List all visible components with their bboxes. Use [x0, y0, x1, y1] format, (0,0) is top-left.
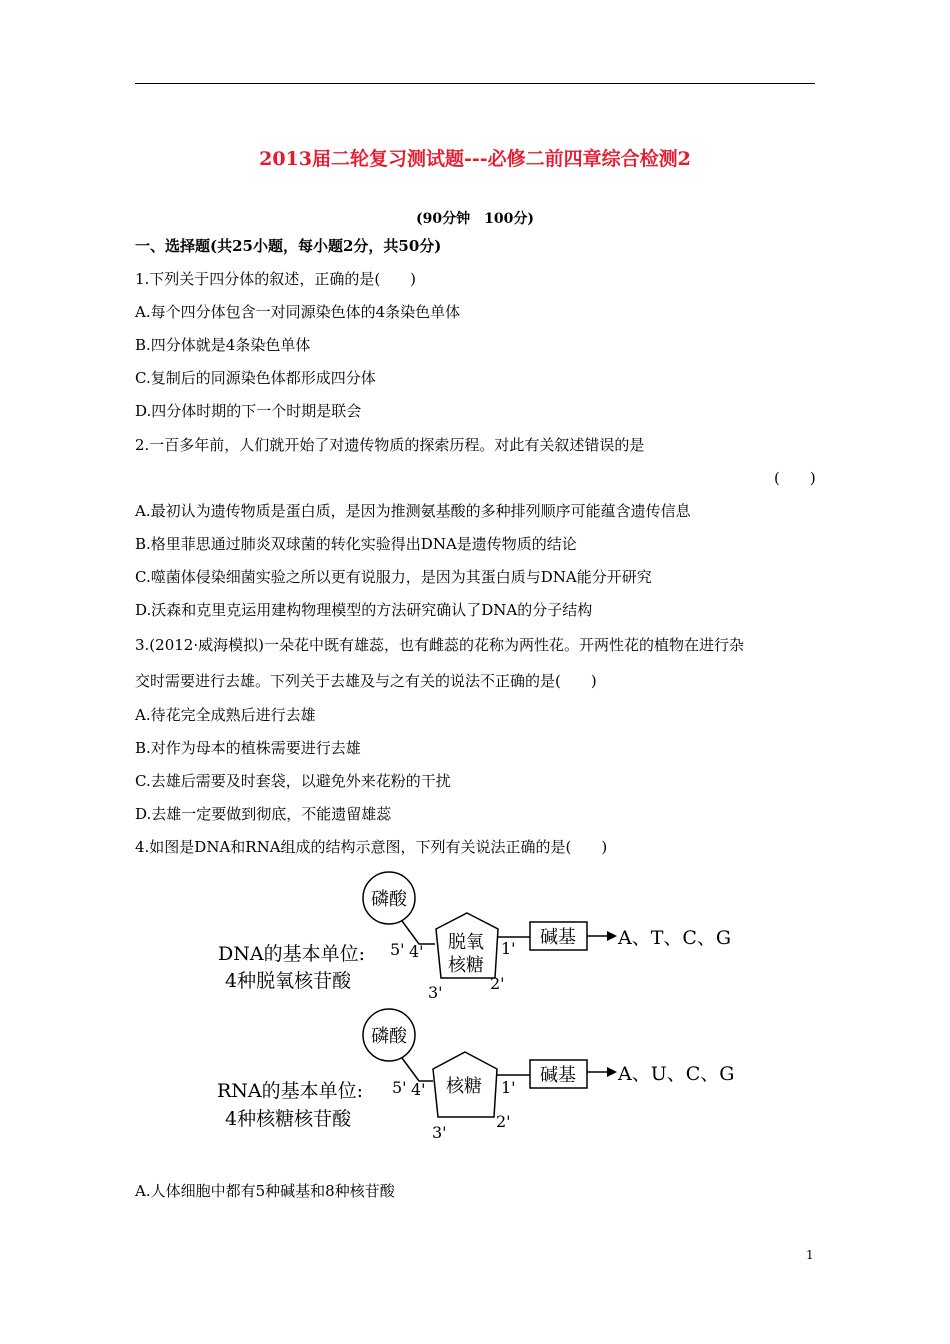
- question-1-option-b: B.四分体就是4条染色单体: [135, 336, 311, 354]
- dna-nucleotide: [218, 872, 731, 1002]
- rna-label-line1: RNA的基本单位:: [217, 1080, 364, 1102]
- rna-nucleotide: [217, 1009, 734, 1142]
- rna-carbon-3: 3': [432, 1123, 447, 1142]
- exam-duration-score: (90分钟 100分): [416, 211, 534, 227]
- question-2-answer-paren: ( ): [774, 469, 816, 487]
- question-2-option-d: D.沃森和克里克运用建构物理模型的方法研究确认了DNA的分子结构: [135, 601, 593, 619]
- question-1-option-d: D.四分体时期的下一个时期是联会: [135, 402, 362, 420]
- rna-carbon-5: 5': [392, 1078, 407, 1097]
- nucleotide-structure-diagram: [205, 865, 765, 1155]
- question-3-option-b: B.对作为母本的植株需要进行去雄: [135, 739, 361, 757]
- question-1-option-a: A.每个四分体包含一对同源染色体的4条染色单体: [135, 303, 461, 321]
- rna-phosphate-label: 磷酸: [371, 1026, 407, 1047]
- question-3-option-a: A.待花完全成熟后进行去雄: [135, 706, 316, 724]
- dna-phosphate-label: 磷酸: [371, 889, 407, 910]
- rna-base-types: A、U、C、G: [618, 1063, 735, 1085]
- question-3-stem-line1: 3.(2012·威海模拟)一朵花中既有雄蕊，也有雌蕊的花称为两性花。开两性花的植物在进行杂: [135, 636, 744, 654]
- dna-carbon-5: 5': [390, 940, 405, 959]
- question-2-option-a: A.最初认为遗传物质是蛋白质，是因为推测氨基酸的多种排列顺序可能蕴含遗传信息: [135, 502, 691, 520]
- dna-phosphate-bond: [402, 921, 435, 944]
- question-1-option-c: C.复制后的同源染色体都形成四分体: [135, 369, 376, 387]
- dna-carbon-1: 1': [501, 939, 516, 958]
- dna-carbon-3: 3': [428, 983, 443, 1002]
- question-3-option-c: C.去雄后需要及时套袋，以避免外来花粉的干扰: [135, 772, 451, 790]
- dna-base-types: A、T、C、G: [618, 927, 732, 949]
- rna-sugar-label: 核糖: [446, 1076, 482, 1097]
- question-3-option-d: D.去雄一定要做到彻底，不能遗留雄蕊: [135, 805, 392, 823]
- rna-carbon-2: 2': [496, 1112, 511, 1131]
- page-number: 1: [806, 1248, 814, 1262]
- dna-base-label: 碱基: [540, 927, 576, 948]
- rna-base-label: 碱基: [540, 1065, 576, 1086]
- question-2-option-b: B.格里菲思通过肺炎双球菌的转化实验得出DNA是遗传物质的结论: [135, 535, 577, 553]
- dna-arrow-head: [607, 931, 617, 941]
- rna-arrow-head: [607, 1067, 617, 1077]
- question-4-option-a: A.人体细胞中都有5种碱基和8种核苷酸: [135, 1182, 395, 1200]
- dna-sugar-label-2: 核糖: [448, 955, 484, 976]
- question-2-option-c: C.噬菌体侵染细菌实验之所以更有说服力，是因为其蛋白质与DNA能分开研究: [135, 568, 652, 586]
- document-title: 2013届二轮复习测试题---必修二前四章综合检测2: [259, 148, 691, 170]
- dna-sugar-label-1: 脱氧: [448, 932, 484, 953]
- header-rule: [135, 83, 815, 84]
- question-3-stem-line2: 交时需要进行去雄。下列关于去雄及与之有关的说法不正确的是( ): [135, 672, 597, 690]
- section-heading: 一、选择题(共25小题，每小题2分，共50分): [135, 237, 442, 255]
- rna-phosphate-bond: [402, 1058, 433, 1081]
- rna-carbon-4: 4': [411, 1080, 426, 1099]
- rna-label-line2: 4种核糖核苷酸: [225, 1108, 352, 1130]
- question-4-stem: 4.如图是DNA和RNA组成的结构示意图，下列有关说法正确的是( ): [135, 838, 608, 856]
- dna-label-line1: DNA的基本单位:: [218, 943, 365, 965]
- question-1-stem: 1.下列关于四分体的叙述，正确的是( ): [135, 270, 417, 288]
- rna-carbon-1: 1': [501, 1078, 516, 1097]
- dna-carbon-2: 2': [490, 974, 505, 993]
- dna-carbon-4: 4': [409, 942, 424, 961]
- question-2-stem: 2.一百多年前，人们就开始了对遗传物质的探索历程。对此有关叙述错误的是: [135, 436, 645, 454]
- dna-label-line2: 4种脱氧核苷酸: [225, 970, 352, 992]
